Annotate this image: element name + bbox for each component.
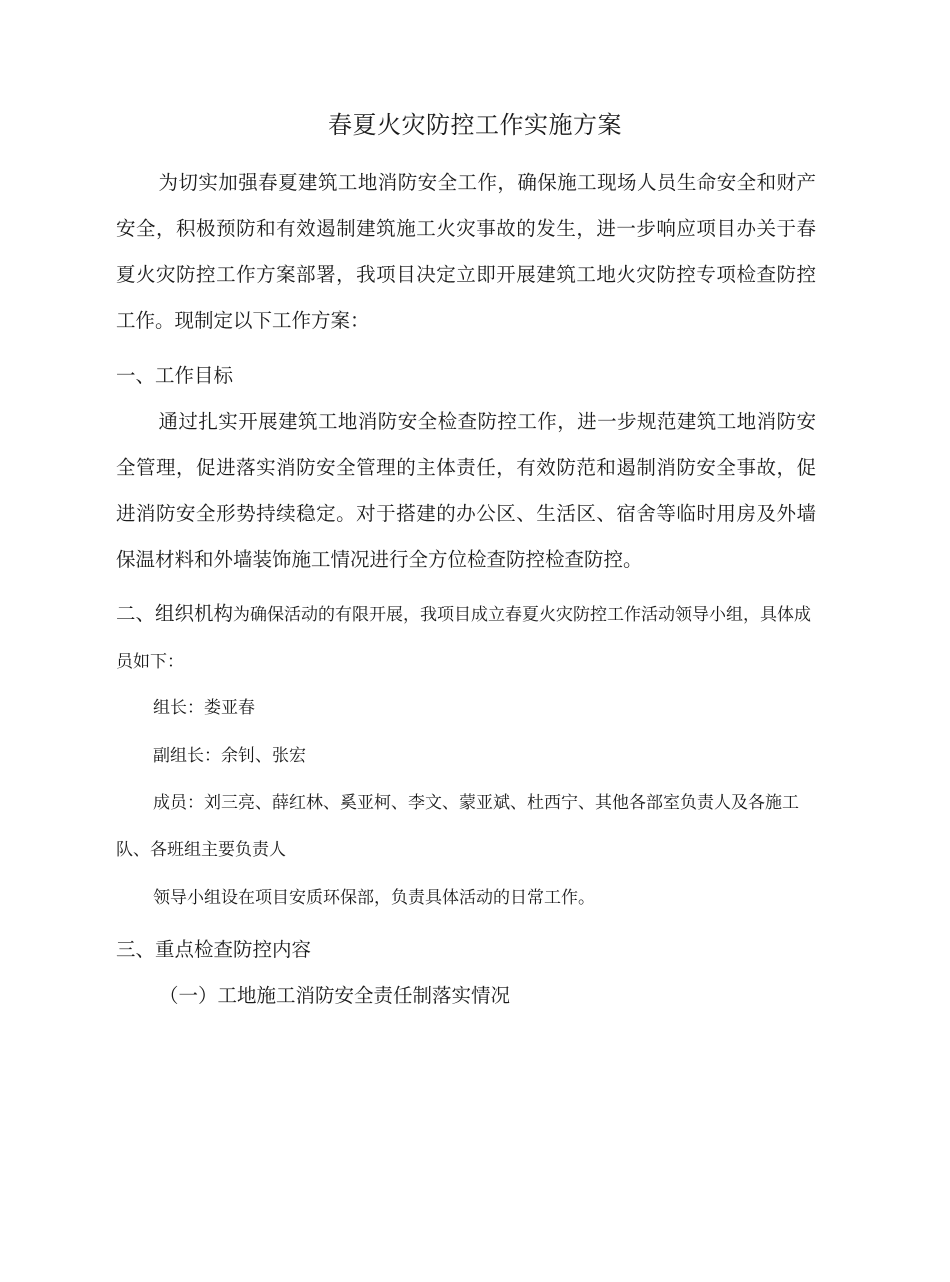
office-line: 领导小组设在项目安质环保部，负责具体活动的日常工作。 [153, 888, 595, 908]
members-paragraph [116, 780, 816, 874]
group-leader-line: 组长：娄亚春 [153, 698, 255, 718]
intro-paragraph [116, 160, 816, 344]
section-1-text: 通过扎实开展建筑工地消防安全检查防控工作，进一步规范建筑工地消防安全管理，促进落实消防安全管理的主体责任，有效防范和遏制消防安全事故，促进消防安全形势持续稳定。对于搭建的办公区、生活区、宿舍等临时用房及外墙保温材料和外墙装饰施工情况进行全方位检查防控检查防控。 [116, 410, 816, 571]
members-text: 成员：刘三亮、薛红林、奚亚柯、李文、蒙亚斌、杜西宁、其他各部室负责人及各施工队、各班组主要负责人 [116, 793, 799, 860]
deputy-leader-line: 副组长：余钊、张宏 [153, 746, 306, 766]
section-3-heading: 三、重点检查防控内容 [116, 938, 312, 961]
section-1-paragraph [116, 399, 816, 583]
section-1-heading: 一、工作目标 [116, 364, 234, 387]
section-2-paragraph [116, 590, 816, 686]
intro-text: 为切实加强春夏建筑工地消防安全工作，确保施工现场人员生命安全和财产安全，积极预防和有效遏制建筑施工火灾事故的发生，进一步响应项目办关于春夏火灾防控工作方案部署，我项目决定立即开展建筑工地火灾防控专项检查防控工作。现制定以下工作方案： [116, 171, 816, 332]
document-title: 春夏火灾防控工作实施方案 [328, 111, 622, 139]
section-2-text: 为确保活动的有限开展，我项目成立春夏火灾防控工作活动领导小组，具体成员如下： [116, 605, 812, 672]
section-3-sub-1: （一）工地施工消防安全责任制落实情况 [159, 984, 511, 1007]
section-2-heading: 二、组织机构 [116, 602, 234, 625]
